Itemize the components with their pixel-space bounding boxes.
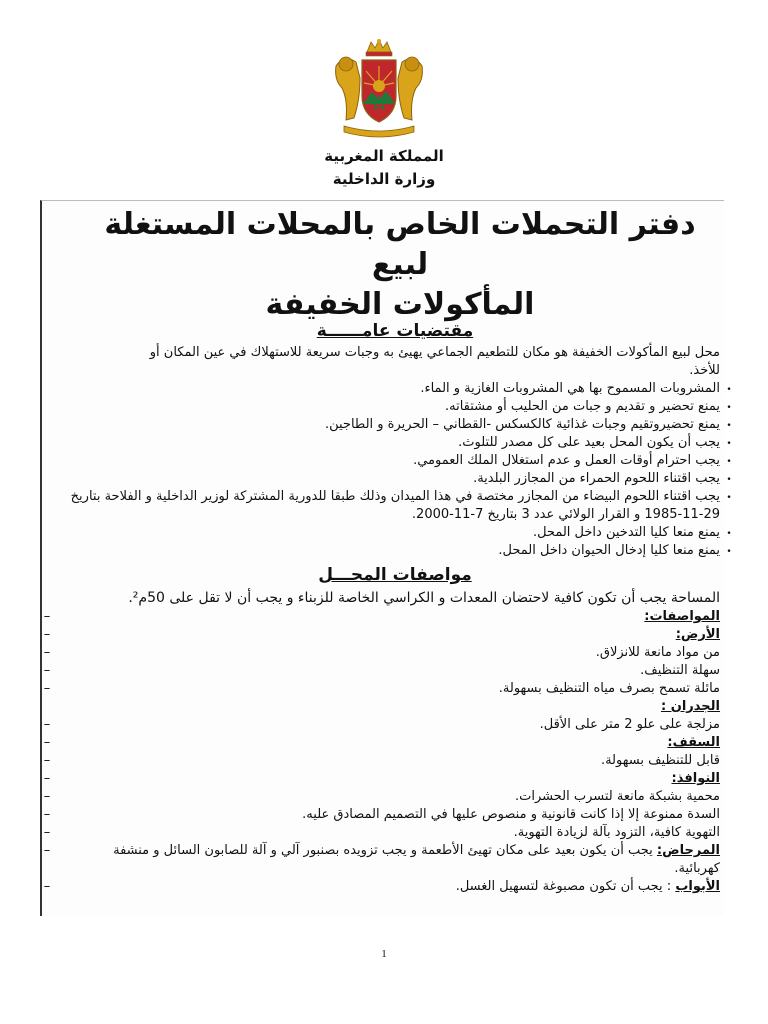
bullet-icon: • [726,547,732,557]
bullet-icon: • [726,529,732,539]
coat-of-arms-emblem [330,38,428,138]
title-line-2: المأكولات الخفيفة [265,287,535,322]
spec-label-line [43,626,720,644]
bullet-icon: • [726,403,732,413]
specs-label: المواصفات: [644,609,720,624]
general-item: • يمنع منعا كليا التدخين داخل المحل. [70,524,720,542]
document-header [0,145,768,191]
dash-icon: – [43,609,51,624]
spec-item: – التهوية كافية، التزود بآلة لزيادة التهوية. [70,824,720,842]
toilets-label: المرحاض: [656,843,720,858]
toilets-spec: – المرحاض: يجب أن يكون بعيد على مكان تهيئ الأطعمة و يجب تزويده بصنبور آلي و آلة للصابون السائل و منشفة كهربائية. [70,842,720,878]
document-title [90,205,710,325]
general-item: محل لبيع المأكولات الخفيفة هو مكان للتطعيم الجماعي يهيئ به وجبات سريعة للاستهلاك في عين المكان أو للأخذ. [149,345,720,378]
general-item: • يمنع تحضيروتقيم وجبات غذائية كالكسكس -القطاني – الحريرة و الطاجين. [70,416,720,434]
section-heading-general: مقتضيات عامــــــة [316,321,474,341]
page-number: 1 [381,948,387,960]
spec-item: – سهلة التنظيف. [70,662,720,680]
spec-item: – مائلة تسمح بصرف مياه التنظيف بسهولة. [70,680,720,698]
dash-icon: – [43,825,51,840]
ceiling-label: السقف: [667,735,720,750]
spec-label-line [43,734,720,752]
spec-label-line [43,770,720,788]
section-heading-specs: مواصفات المحـــل [318,565,472,585]
dash-icon: – [43,645,51,660]
spec-label-line [43,608,720,626]
area-requirement: المساحة يجب أن تكون كافية لاحتضان المعدات و الكراسي الخاصة للزبناء و يجب أن لا تقل على 50م². [128,590,720,606]
dash-icon: – [43,717,51,732]
dash-icon: – [43,663,51,678]
walls-label: الجدران : [661,699,720,714]
dash-icon: – [43,879,51,894]
dash-icon: – [43,681,51,696]
dash-icon: – [43,807,51,822]
bullet-icon: • [726,421,732,431]
windows-label: النوافذ: [671,771,720,786]
bullet-icon: • [726,493,732,503]
floor-label: الأرض: [675,627,720,642]
general-item: • يجب أن يكون المحل بعيد على كل مصدر للتلوث. [70,434,720,452]
dash-icon: – [43,627,51,642]
general-item: • يجب اقتناء اللحوم البيضاء من المجازر مختصة في هذا الميدان وذلك طبقا للدورية المشتركة لوزير الداخلية و الفلاحة بتاريخ 29-11-1985 و القرار الولائي عدد 3 بتاريخ 7-11-2000. [70,488,720,524]
dash-icon: – [43,753,51,768]
dash-icon: – [43,789,51,804]
spec-item: – محمية بشبكة مانعة لتسرب الحشرات. [70,788,720,806]
kingdom-name: المملكة المغربية [324,147,444,165]
doors-label: الأبواب [675,879,720,894]
doors-spec: – الأبواب : يجب أن تكون مصبوغة لتسهيل الغسل. [70,878,720,896]
dash-icon: – [43,735,51,750]
dash-icon: – [43,843,51,858]
bullet-icon: • [726,457,732,467]
spec-item: – مزلجة على علو 2 متر على الأقل. [70,716,720,734]
spec-item: – قابل للتنظيف بسهولة. [70,752,720,770]
spec-label-line [70,698,720,716]
spec-item: – السدة ممنوعة إلا إذا كانت قانونية و منصوص عليها في التصميم المصادق عليه. [70,806,720,824]
bullet-icon: • [726,385,732,395]
ministry-name: وزارة الداخلية [332,170,436,188]
spec-item: – من مواد مانعة للانزلاق. [70,644,720,662]
title-line-1: دفتر التحملات الخاص بالمحلات المستغلة لبيع [104,207,696,282]
bullet-icon: • [726,475,732,485]
general-item: • يجب احترام أوقات العمل و عدم استغلال الملك العمومي. [70,452,720,470]
general-item: • المشروبات المسموح بها هي المشروبات الغازية و الماء. [70,380,720,398]
general-item: • يمنع منعا كليا إدخال الحيوان داخل المحل. [70,542,720,560]
dash-icon: – [43,771,51,786]
document-body [43,318,732,896]
general-item: • يمنع تحضير و تقديم و جبات من الحليب أو مشتقاته. [70,398,720,416]
bullet-icon: • [726,439,732,449]
general-item: • يجب اقتناء اللحوم الحمراء من المجازر البلدية. [70,470,720,488]
